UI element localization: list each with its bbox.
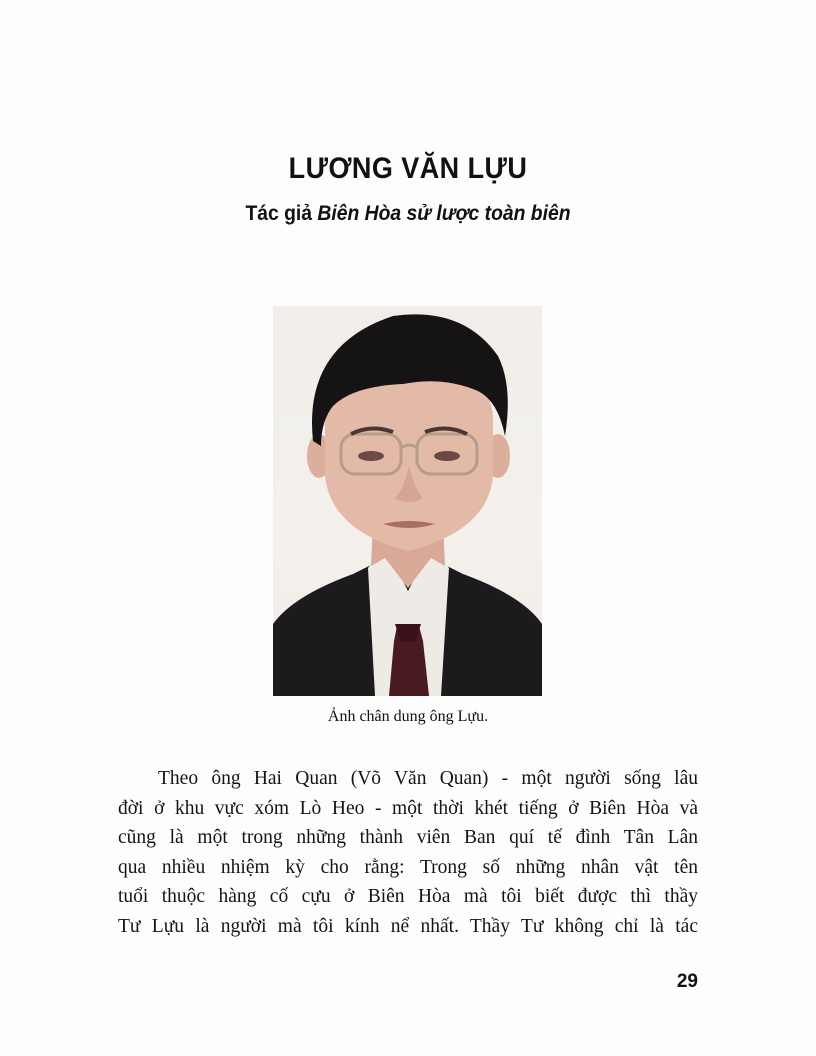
page-number: 29 — [676, 971, 698, 992]
photo-caption: Ảnh chân dung ông Lựu. — [327, 708, 489, 725]
portrait-photo — [273, 306, 542, 696]
body-paragraph — [118, 764, 698, 941]
subtitle-prefix: Tác giả — [245, 202, 318, 225]
paragraph-line: tuổi thuộc hàng cố cựu ở Biên Hòa mà tôi biết được thì thầy — [118, 886, 698, 907]
paragraph-line: đời ở khu vực xóm Lò Heo - một thời khét tiếng ở Biên Hòa và — [118, 797, 698, 819]
chapter-subtitle — [33, 202, 784, 226]
chapter-title: LƯƠNG VĂN LỰU — [288, 152, 528, 185]
paragraph-line: qua nhiều nhiệm kỳ cho rằng: Trong số những nhân vật tên — [118, 856, 698, 878]
paragraph-line: Tư Lựu là người mà tôi kính nể nhất. Thầy Tư không chỉ là tác — [118, 915, 698, 937]
portrait-illustration — [273, 306, 542, 696]
paragraph-line: cũng là một trong những thành viên Ban quí tế đình Tân Lân — [118, 827, 698, 848]
paragraph-line: Theo ông Hai Quan (Võ Văn Quan) - một người sống lâu — [158, 768, 698, 789]
subtitle-book-title: Biên Hòa sử lược toàn biên — [317, 202, 571, 225]
